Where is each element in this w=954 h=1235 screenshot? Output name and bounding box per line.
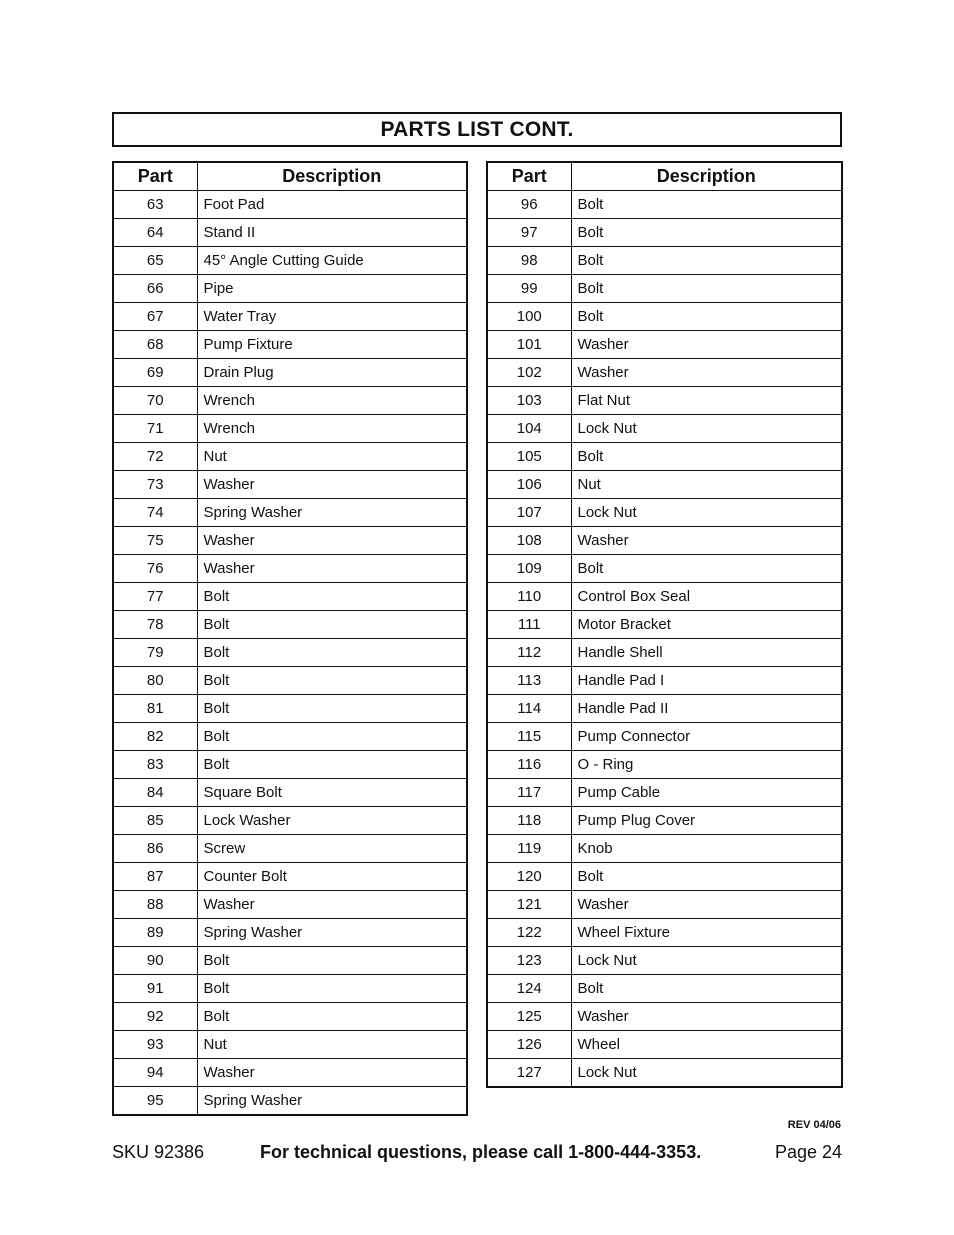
- part-description: Bolt: [197, 947, 467, 975]
- part-number: 77: [113, 583, 197, 611]
- table-row: [487, 723, 842, 751]
- table-row: [113, 1003, 467, 1031]
- part-number: 95: [113, 1087, 197, 1116]
- parts-table-right: [486, 161, 843, 1088]
- part-description: Bolt: [197, 583, 467, 611]
- description-column-header: Description: [197, 162, 467, 191]
- part-number: 108: [487, 527, 571, 555]
- table-row: [487, 555, 842, 583]
- part-number: 116: [487, 751, 571, 779]
- table-row: [487, 303, 842, 331]
- table-row: [113, 247, 467, 275]
- table-row: [487, 751, 842, 779]
- part-number: 86: [113, 835, 197, 863]
- table-row: [487, 835, 842, 863]
- part-number: 97: [487, 219, 571, 247]
- part-description: Bolt: [571, 443, 842, 471]
- part-number: 76: [113, 555, 197, 583]
- part-description: Wheel: [571, 1031, 842, 1059]
- part-description: Bolt: [571, 555, 842, 583]
- part-description: O - Ring: [571, 751, 842, 779]
- part-description: Washer: [571, 1003, 842, 1031]
- part-number: 117: [487, 779, 571, 807]
- part-number: 78: [113, 611, 197, 639]
- table-row: [113, 1059, 467, 1087]
- part-number: 125: [487, 1003, 571, 1031]
- table-row: [113, 639, 467, 667]
- part-number: 68: [113, 331, 197, 359]
- part-column-header: Part: [487, 162, 571, 191]
- part-number: 69: [113, 359, 197, 387]
- part-description: Washer: [197, 555, 467, 583]
- table-row: [113, 723, 467, 751]
- table-row: [113, 387, 467, 415]
- table-row: [487, 639, 842, 667]
- part-description: Counter Bolt: [197, 863, 467, 891]
- part-number: 123: [487, 947, 571, 975]
- part-number: 94: [113, 1059, 197, 1087]
- part-description: Handle Shell: [571, 639, 842, 667]
- part-description: Wrench: [197, 415, 467, 443]
- part-number: 99: [487, 275, 571, 303]
- description-column-header: Description: [571, 162, 842, 191]
- part-description: Washer: [197, 527, 467, 555]
- part-number: 104: [487, 415, 571, 443]
- part-number: 80: [113, 667, 197, 695]
- part-number: 124: [487, 975, 571, 1003]
- table-row: [487, 779, 842, 807]
- part-description: Pump Fixture: [197, 331, 467, 359]
- part-number: 83: [113, 751, 197, 779]
- page-title: PARTS LIST CONT.: [112, 112, 842, 147]
- part-number: 110: [487, 583, 571, 611]
- part-number: 92: [113, 1003, 197, 1031]
- part-number: 67: [113, 303, 197, 331]
- part-number: 93: [113, 1031, 197, 1059]
- table-row: [113, 303, 467, 331]
- part-number: 101: [487, 331, 571, 359]
- part-description: Bolt: [571, 191, 842, 219]
- part-number: 111: [487, 611, 571, 639]
- part-number: 88: [113, 891, 197, 919]
- part-number: 70: [113, 387, 197, 415]
- table-row: [113, 471, 467, 499]
- part-description: Handle Pad I: [571, 667, 842, 695]
- part-description: Bolt: [197, 611, 467, 639]
- technical-support-line: For technical questions, please call 1-800-444-3353.: [260, 1142, 702, 1162]
- part-number: 81: [113, 695, 197, 723]
- part-description: Pump Connector: [571, 723, 842, 751]
- table-row: [487, 471, 842, 499]
- page-footer: [112, 1142, 842, 1164]
- part-description: Bolt: [197, 1003, 467, 1031]
- part-description: Bolt: [571, 975, 842, 1003]
- part-column-header: Part: [113, 162, 197, 191]
- part-description: Wrench: [197, 387, 467, 415]
- table-header-row: [487, 162, 842, 191]
- part-description: Nut: [197, 1031, 467, 1059]
- sku-number: SKU 92386: [112, 1142, 205, 1162]
- part-description: Control Box Seal: [571, 583, 842, 611]
- part-description: Stand II: [197, 219, 467, 247]
- part-number: 96: [487, 191, 571, 219]
- part-number: 113: [487, 667, 571, 695]
- table-row: [113, 863, 467, 891]
- table-row: [487, 1003, 842, 1031]
- table-row: [487, 219, 842, 247]
- parts-table-right-body: [487, 191, 842, 1088]
- part-number: 71: [113, 415, 197, 443]
- part-number: 106: [487, 471, 571, 499]
- part-description: Square Bolt: [197, 779, 467, 807]
- part-number: 105: [487, 443, 571, 471]
- part-description: Washer: [197, 1059, 467, 1087]
- table-row: [487, 919, 842, 947]
- part-description: Bolt: [571, 247, 842, 275]
- part-description: Washer: [571, 359, 842, 387]
- part-description: Washer: [197, 471, 467, 499]
- table-row: [487, 695, 842, 723]
- part-description: Washer: [571, 891, 842, 919]
- part-number: 87: [113, 863, 197, 891]
- part-number: 90: [113, 947, 197, 975]
- part-number: 115: [487, 723, 571, 751]
- part-number: 119: [487, 835, 571, 863]
- part-description: Bolt: [197, 667, 467, 695]
- part-description: Spring Washer: [197, 499, 467, 527]
- part-number: 84: [113, 779, 197, 807]
- part-number: 79: [113, 639, 197, 667]
- part-number: 120: [487, 863, 571, 891]
- table-row: [113, 219, 467, 247]
- table-row: [113, 779, 467, 807]
- part-description: Lock Nut: [571, 499, 842, 527]
- part-description: Bolt: [197, 639, 467, 667]
- table-row: [113, 443, 467, 471]
- table-row: [487, 331, 842, 359]
- part-description: Bolt: [571, 219, 842, 247]
- table-row: [487, 359, 842, 387]
- part-number: 118: [487, 807, 571, 835]
- part-description: Water Tray: [197, 303, 467, 331]
- part-number: 121: [487, 891, 571, 919]
- part-number: 75: [113, 527, 197, 555]
- part-number: 73: [113, 471, 197, 499]
- table-row: [113, 975, 467, 1003]
- table-row: [487, 891, 842, 919]
- part-description: Pump Cable: [571, 779, 842, 807]
- page-number: Page 24: [774, 1142, 842, 1162]
- table-row: [487, 499, 842, 527]
- part-description: Lock Nut: [571, 415, 842, 443]
- table-row: [487, 247, 842, 275]
- table-row: [113, 1087, 467, 1116]
- table-row: [113, 359, 467, 387]
- part-description: Nut: [197, 443, 467, 471]
- part-description: Motor Bracket: [571, 611, 842, 639]
- table-row: [113, 695, 467, 723]
- part-description: Drain Plug: [197, 359, 467, 387]
- table-header-row: [113, 162, 467, 191]
- table-row: [113, 331, 467, 359]
- table-row: [113, 919, 467, 947]
- table-row: [113, 275, 467, 303]
- table-row: [487, 387, 842, 415]
- revision-label: REV 04/06: [787, 1119, 841, 1131]
- part-description: Flat Nut: [571, 387, 842, 415]
- part-number: 102: [487, 359, 571, 387]
- part-description: Bolt: [197, 723, 467, 751]
- part-description: Foot Pad: [197, 191, 467, 219]
- table-row: [113, 583, 467, 611]
- table-row: [113, 415, 467, 443]
- part-description: Bolt: [571, 275, 842, 303]
- part-number: 63: [113, 191, 197, 219]
- part-description: 45° Angle Cutting Guide: [197, 247, 467, 275]
- table-row: [487, 975, 842, 1003]
- part-number: 66: [113, 275, 197, 303]
- part-number: 89: [113, 919, 197, 947]
- part-number: 64: [113, 219, 197, 247]
- table-row: [487, 1031, 842, 1059]
- table-row: [113, 611, 467, 639]
- table-row: [113, 807, 467, 835]
- part-number: 85: [113, 807, 197, 835]
- part-number: 112: [487, 639, 571, 667]
- table-row: [487, 947, 842, 975]
- part-description: Nut: [571, 471, 842, 499]
- part-description: Lock Washer: [197, 807, 467, 835]
- table-row: [487, 415, 842, 443]
- table-row: [113, 555, 467, 583]
- part-description: Washer: [197, 891, 467, 919]
- part-number: 103: [487, 387, 571, 415]
- part-description: Spring Washer: [197, 1087, 467, 1116]
- table-row: [487, 1059, 842, 1088]
- table-row: [113, 499, 467, 527]
- part-number: 109: [487, 555, 571, 583]
- part-description: Handle Pad II: [571, 695, 842, 723]
- table-row: [113, 527, 467, 555]
- part-number: 65: [113, 247, 197, 275]
- table-row: [113, 835, 467, 863]
- part-number: 100: [487, 303, 571, 331]
- table-row: [487, 191, 842, 219]
- part-description: Screw: [197, 835, 467, 863]
- part-number: 126: [487, 1031, 571, 1059]
- table-row: [113, 191, 467, 219]
- parts-table-left-body: [113, 191, 467, 1116]
- part-number: 82: [113, 723, 197, 751]
- table-row: [487, 807, 842, 835]
- part-description: Bolt: [197, 751, 467, 779]
- part-description: Washer: [571, 527, 842, 555]
- table-row: [487, 667, 842, 695]
- part-description: Bolt: [197, 695, 467, 723]
- part-description: Bolt: [197, 975, 467, 1003]
- part-description: Lock Nut: [571, 947, 842, 975]
- part-description: Pump Plug Cover: [571, 807, 842, 835]
- table-row: [113, 947, 467, 975]
- part-number: 74: [113, 499, 197, 527]
- part-description: Spring Washer: [197, 919, 467, 947]
- parts-table-left: [112, 161, 468, 1116]
- part-description: Bolt: [571, 863, 842, 891]
- part-description: Wheel Fixture: [571, 919, 842, 947]
- table-row: [487, 443, 842, 471]
- part-description: Pipe: [197, 275, 467, 303]
- part-number: 122: [487, 919, 571, 947]
- table-row: [487, 275, 842, 303]
- table-row: [113, 751, 467, 779]
- table-row: [113, 667, 467, 695]
- part-description: Washer: [571, 331, 842, 359]
- part-description: Lock Nut: [571, 1059, 842, 1088]
- part-description: Bolt: [571, 303, 842, 331]
- part-number: 107: [487, 499, 571, 527]
- table-row: [487, 863, 842, 891]
- table-row: [487, 527, 842, 555]
- part-number: 114: [487, 695, 571, 723]
- table-row: [487, 583, 842, 611]
- part-number: 72: [113, 443, 197, 471]
- part-number: 91: [113, 975, 197, 1003]
- part-description: Knob: [571, 835, 842, 863]
- part-number: 127: [487, 1059, 571, 1088]
- table-row: [113, 1031, 467, 1059]
- table-row: [113, 891, 467, 919]
- part-number: 98: [487, 247, 571, 275]
- table-row: [487, 611, 842, 639]
